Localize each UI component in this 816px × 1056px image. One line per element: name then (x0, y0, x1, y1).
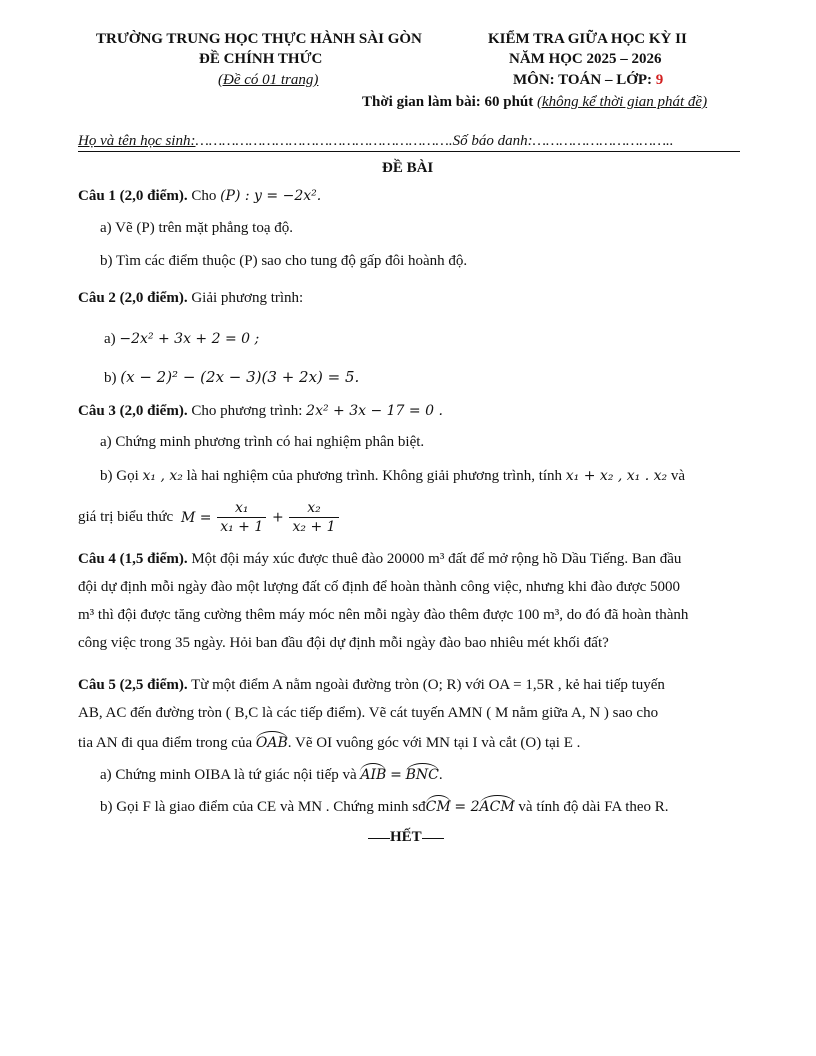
q3-b-text2: là hai nghiệm của phương trình. Không giải phương trình, tính (186, 468, 563, 484)
q2-b-label: b) (104, 370, 117, 386)
student-info-line (78, 133, 674, 150)
q3-label: Câu 3 (2,0 điểm). (78, 403, 188, 419)
q3-part-a: a) Chứng minh phương trình có hai nghiệm phân biệt. (100, 434, 425, 450)
q3-b-roots: x₁ , x₂ (142, 468, 183, 484)
q3-header (78, 403, 443, 420)
angle-aib: AIB (360, 767, 387, 783)
id-dots: ………………………….. (532, 133, 674, 149)
time-label: Thời gian làm bài: 60 phút (362, 94, 534, 110)
section-title: ĐỀ BÀI (382, 160, 434, 176)
q3-c-plus: + (272, 509, 284, 526)
q5-a-text: a) Chứng minh OIBA là tứ giác nội tiếp và (100, 767, 357, 783)
id-label: Số báo danh: (452, 133, 533, 149)
q5-part-b (100, 799, 669, 816)
q2-header (78, 290, 303, 307)
end-marker (368, 829, 444, 846)
q5-b-equals: = 2 (454, 799, 480, 815)
arc-acm: ACM (479, 799, 515, 815)
q2-a-equation: −2x² + 3x + 2 = 0 ; (119, 331, 260, 347)
q4-line-1 (78, 551, 681, 568)
q3-b-text1: b) Gọi (100, 468, 139, 484)
time-note: (không kể thời gian phát đề) (537, 94, 708, 110)
grade-value: 9 (655, 72, 664, 88)
q1-intro: Cho (191, 188, 217, 204)
end-dash-left (368, 838, 390, 839)
school-year: NĂM HỌC 2025 – 2026 (509, 51, 662, 67)
end-text: HẾT (390, 829, 422, 845)
q1-part-a: a) Vẽ (P) trên mặt phẳng toạ độ. (100, 220, 294, 236)
q2-label: Câu 2 (2,0 điểm). (78, 290, 188, 306)
q5-a-equals: = (390, 767, 402, 783)
q5-line-1 (78, 677, 665, 694)
fraction-1 (217, 500, 266, 535)
q1-parabola: (P) : y = −2x². (220, 188, 322, 204)
q5-line-2: AB, AC đến đường tròn ( B,C là các tiếp điểm). Vẽ cát tuyến AMN ( M nằm giữa A, N ) sao cho (78, 705, 659, 721)
q3-expression-line (78, 500, 341, 535)
fraction-2-denominator: x₂ + 1 (292, 519, 336, 535)
q3-c-text: giá trị biểu thức (78, 509, 174, 525)
q4-line-2: đội dự định mỗi ngày đào một lượng đất cố định để hoàn thành công việc, nhưng khi đào được 5000 (78, 579, 681, 595)
fraction-2 (289, 500, 338, 535)
fraction-1-numerator: x₁ (217, 500, 266, 518)
q1-part-b: b) Tìm các điểm thuộc (P) sao cho tung độ gấp đôi hoành độ. (100, 253, 468, 269)
subject-line (513, 72, 663, 89)
exam-title: KIỂM TRA GIỮA HỌC KỲ II (488, 31, 687, 47)
official-label: ĐỀ CHÍNH THỨC (199, 51, 323, 67)
q5-b-text: b) Gọi F là giao điểm của CE và MN . Chứng minh sđ (100, 799, 426, 815)
q1-header (78, 188, 321, 205)
q2-b-equation: (x − 2)² − (2x − 3)(3 + 2x) = 5. (120, 368, 360, 386)
angle-bnc: BNC (405, 767, 439, 783)
time-line (362, 94, 707, 111)
q5-line-3 (78, 735, 580, 752)
q5-b-text2: và tính độ dài FA theo R. (518, 799, 669, 815)
q5-text-3a: tia AN đi qua điểm trong của (78, 735, 253, 751)
subject-label: MÔN: TOÁN – LỚP: (513, 72, 653, 88)
q2-part-b (104, 368, 359, 387)
q5-part-a (100, 767, 443, 784)
q2-part-a (104, 331, 259, 348)
q4-line-4: công việc trong 35 ngày. Hỏi ban đầu đội dự định mỗi ngày đào bao nhiêu mét khối đất? (78, 635, 609, 651)
q2-intro: Giải phương trình: (191, 290, 304, 306)
q1-label: Câu 1 (2,0 điểm). (78, 188, 188, 204)
q3-intro: Cho phương trình: (191, 403, 303, 419)
q3-b-text3: và (670, 468, 686, 484)
q4-line-3: m³ thì đội được tăng cường thêm máy móc nên mỗi ngày đào thêm được 100 m³, do đó đã hoàn thành (78, 607, 689, 623)
q5-text-1: Từ một điểm A nằm ngoài đường tròn (O; R) với OA = 1,5R , kẻ hai tiếp tuyến (191, 677, 665, 693)
q3-c-M: M = (180, 509, 212, 526)
q3-b-expressions: x₁ + x₂ , x₁ . x₂ (565, 468, 668, 484)
school-name: TRƯỜNG TRUNG HỌC THỰC HÀNH SÀI GÒN (96, 31, 422, 47)
end-dash-right (422, 838, 444, 839)
name-dots: …………………………………………………. (195, 133, 453, 149)
divider (78, 151, 740, 152)
name-label: Họ và tên học sinh: (78, 133, 196, 149)
q5-label: Câu 5 (2,5 điểm). (78, 677, 188, 693)
q3-equation: 2x² + 3x − 17 = 0 . (306, 403, 443, 419)
q2-a-label: a) (104, 331, 116, 347)
q3-part-b (100, 468, 685, 485)
q4-label: Câu 4 (1,5 điểm). (78, 551, 188, 567)
q4-text-1: Một đội máy xúc được thuê đào 20000 m³ đất để mở rộng hồ Dầu Tiếng. Ban đầu (191, 551, 682, 567)
q5-text-3b: . Vẽ OI vuông góc với MN tại I và cắt (O) tại E . (287, 735, 581, 751)
fraction-1-denominator: x₁ + 1 (220, 519, 264, 535)
arc-cm: CM (425, 799, 451, 815)
pages-note: (Đề có 01 trang) (218, 72, 319, 88)
angle-oab: OAB (255, 735, 288, 751)
q5-a-end: . (438, 767, 443, 783)
fraction-2-numerator: x₂ (289, 500, 338, 518)
